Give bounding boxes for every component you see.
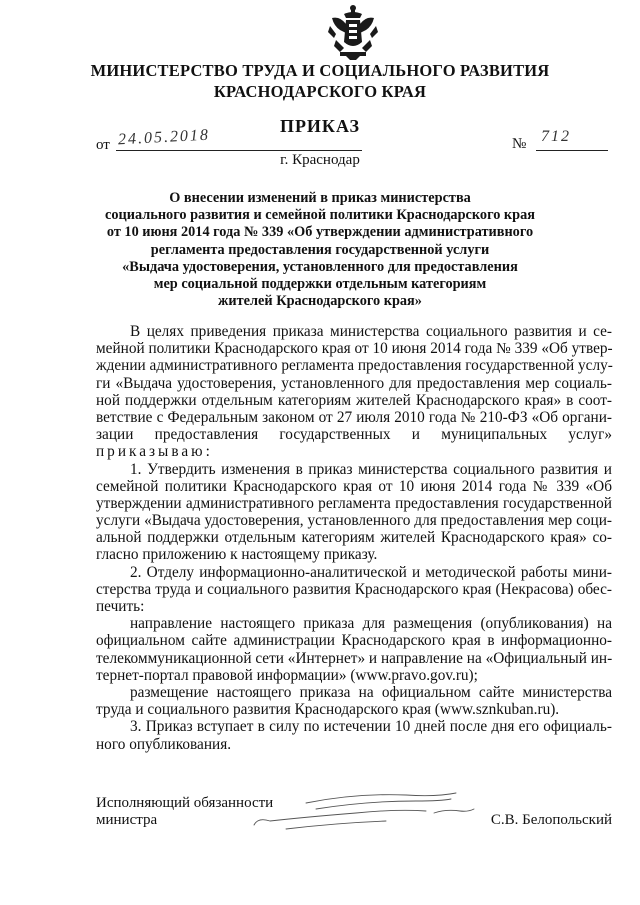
body-line: ги «Выдача удостоверения, установленного для предоставления мер социаль- xyxy=(96,374,612,392)
body-line: тернет-портал правовой информации» (www.pravo.gov.ru); xyxy=(96,666,478,684)
subject-line: О внесении изменений в приказ министерства xyxy=(169,190,471,206)
date-number-row xyxy=(96,128,616,154)
body-line: ного опубликования. xyxy=(96,735,232,753)
order-date: 24.05.2018 xyxy=(117,126,211,149)
ministry-name-line1: МИНИСТЕРСТВО ТРУДА И СОЦИАЛЬНОГО РАЗВИТИЯ xyxy=(90,61,550,80)
body-line: направление настоящего приказа для размещения (опубликования) на xyxy=(130,615,612,633)
ministry-name xyxy=(0,60,640,102)
body-line: телекоммуникационной сети «Интернет» и направление на «Официальный ин- xyxy=(96,649,613,667)
body-line: стерства труда и социального развития Краснодарского края (Некрасова) обес- xyxy=(96,580,612,598)
body-line: ветствие с Федеральным законом от 27 июля 2010 года № 210-ФЗ «Об органи- xyxy=(96,408,612,426)
body-line: 2. Отделу информационно-аналитической и методической работы мини- xyxy=(130,563,612,581)
subject-line: мер социальной поддержки отдельным категориям xyxy=(153,276,487,293)
body-line: труда и социального развития Краснодарского края (www.sznkuban.ru). xyxy=(96,701,560,719)
signature-block xyxy=(96,795,612,845)
number-underline xyxy=(536,150,608,151)
date-underline xyxy=(116,150,362,151)
body-line: ждении административного регламента предоставления государственной услу- xyxy=(96,357,613,375)
subject-line: регламента предоставления государственной услуги xyxy=(150,241,490,258)
body-line: гласно приложению к настоящему приказу. xyxy=(96,546,378,564)
subject-line: социального развития и семейной политики Краснодарского края xyxy=(105,207,535,224)
body-line: 3. Приказ вступает в силу по истечении 10 дней после дня его официаль- xyxy=(130,718,612,736)
document-title: ПРИКАЗ xyxy=(279,116,361,136)
order-subject xyxy=(0,190,640,310)
signatory-position-line1: Исполняющий обязанности xyxy=(96,795,274,811)
body-line: ной поддержки отдельным категориям жителей Краснодарского края» в соот- xyxy=(96,391,612,409)
body-line: альной поддержки отдельным категориям жителей Краснодарского края» со- xyxy=(96,529,612,547)
number-prefix: № xyxy=(512,136,527,152)
body-line: печить: xyxy=(96,598,145,615)
body-line: В целях приведения приказа министерства социального развития и се- xyxy=(130,323,612,340)
subject-line: от 10 июня 2014 года № 339 «Об утверждении административного xyxy=(106,224,534,241)
order-number: 712 xyxy=(541,128,571,145)
body-line: 1. Утвердить изменения в приказ министерства социального развития и xyxy=(130,460,612,478)
signatory-name: С.В. Белопольский xyxy=(490,812,612,828)
ministry-name-line2: КРАСНОДАРСКОГО КРАЯ xyxy=(213,82,427,101)
krasnodar-coat-of-arms-icon xyxy=(326,4,380,60)
body-line: зации предоставления государственных и муниципальных услуг» xyxy=(96,426,612,444)
handwritten-signature-icon xyxy=(246,787,476,833)
city: г. Краснодар xyxy=(280,152,360,168)
body-line: размещение настоящего приказа на официальном сайте министерства xyxy=(130,683,612,701)
body-line: услуги «Выдача удостоверения, установленного для предоставления мер соци- xyxy=(96,512,612,530)
order-body xyxy=(96,323,612,753)
subject-line: «Выдача удостоверения, установленного для предоставления xyxy=(122,258,518,275)
signatory-position-line2: министра xyxy=(96,812,158,828)
body-line: семейной политики Краснодарского края от 10 июня 2014 года № 339 «Об xyxy=(96,477,612,495)
body-line: мейной политики Краснодарского края от 10 июня 2014 года № 339 «Об утвер- xyxy=(96,340,613,358)
body-line: утверждении административного регламента предоставления государственной xyxy=(96,494,612,512)
body-line: приказываю: xyxy=(96,443,213,461)
subject-line: жителей Краснодарского края» xyxy=(218,293,422,310)
date-prefix: от xyxy=(96,137,110,153)
body-line: официальном сайте администрации Краснодарского края в информационно- xyxy=(96,632,612,650)
